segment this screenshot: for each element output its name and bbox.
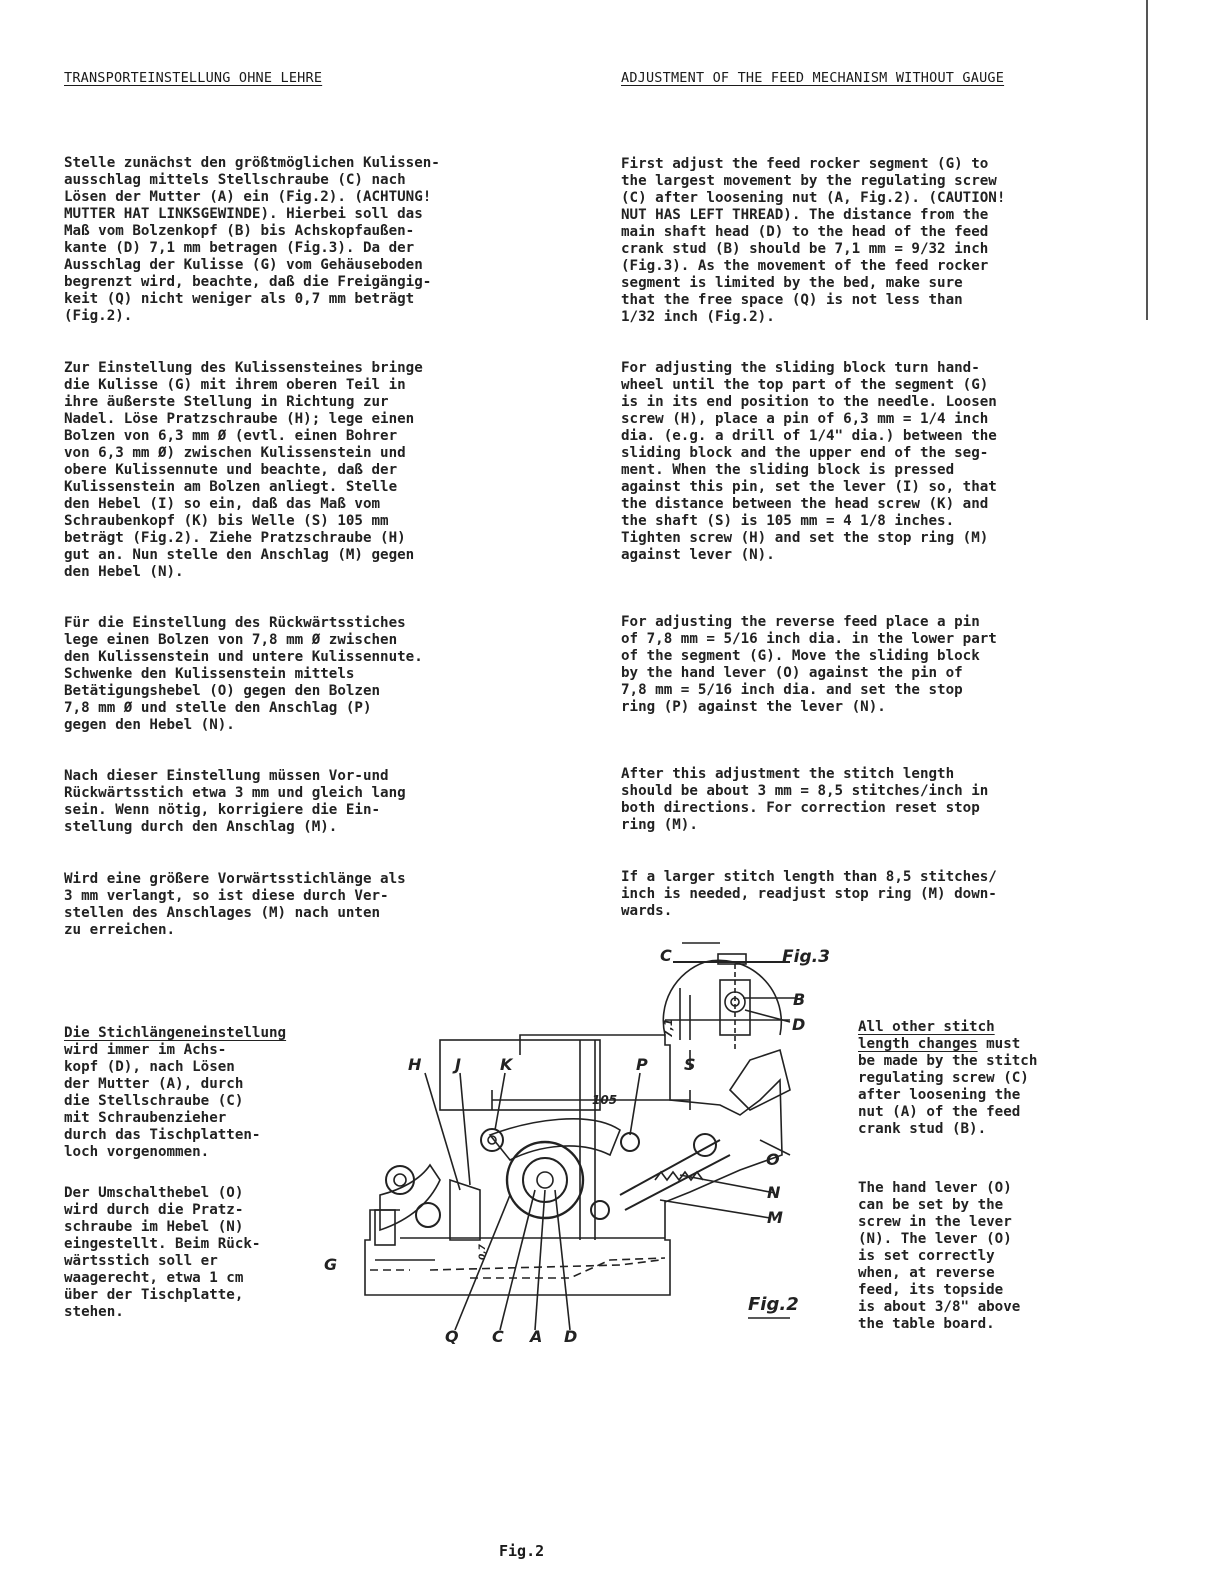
sliding-block-center [394, 1174, 406, 1186]
label-n: N [767, 1183, 781, 1202]
en-paragraph-7: The hand lever (O) can be set by the screw in the lever (N). The lever (O) is set correctly when, at reverse feed, its topside is about 3/8" above the table board. [858, 1180, 1021, 1332]
label-a: A [530, 1327, 543, 1346]
feed-lever [490, 1119, 620, 1160]
label-j: J [455, 1055, 461, 1074]
de-paragraph-2: Zur Einstellung des Kulissensteines bringe die Kulisse (G) mit ihrem oberen Teil in ihre äußerste Stellung in Richtung zur Nadel. Löse Pratzschraube (H); lege einen Bolzen von 6,3 mm Ø (evtl. einen Bohrer von 6,3 mm Ø) zwischen Kulissenstein und obere Kulissennute und beachte, daß der Kulissenstein am Bolzen anliegt. Stelle den Hebel (I) so ein, daß das Maß vom Schraubenkopf (K) bis Welle (S) 105 mm beträgt (Fig.2). Ziehe Pratzschraube (H) gut an. Nun stelle den Anschlag (M) gegen den Hebel (N). [64, 360, 423, 580]
scan-margin-line [1146, 0, 1148, 320]
header-german: TRANSPORTEINSTELLUNG OHNE LEHRE [64, 70, 323, 86]
de-paragraph-6: wird immer im Achs- kopf (D), nach Lösen der Mutter (A), durch die Stellschraube (C) mit Schraubenzieher durch das Tischplatten- loch vorgenommen. [64, 1042, 261, 1160]
pivot-lower [416, 1203, 440, 1227]
en-stitch-title-tail: must [977, 1036, 1021, 1052]
label-g: G [324, 1255, 338, 1274]
dim-07-label: 0,7 [478, 1244, 488, 1260]
screw-p [621, 1133, 639, 1151]
label-k: K [500, 1055, 513, 1074]
leader-q [455, 1195, 510, 1330]
sliding-block [386, 1166, 414, 1194]
label-o: O [766, 1150, 780, 1169]
label-p: P [636, 1055, 648, 1074]
leader-m [660, 1200, 770, 1218]
de-paragraph-4: Nach dieser Einstellung müssen Vor-und Rückwärtsstich etwa 3 mm und gleich lang sein. Wenn nötig, korrigiere die Ein- stellung durch den Anschlag (M). [64, 768, 406, 835]
en-paragraph-5: If a larger stitch length than 8,5 stitches/ inch is needed, readjust stop ring (M) down- wards. [621, 869, 997, 919]
label-h: H [408, 1055, 422, 1074]
label-q: Q [445, 1327, 459, 1346]
leader-j [460, 1073, 470, 1185]
fig2-label: Fig.2 [748, 1294, 799, 1315]
label-d-fig3: D [792, 1015, 806, 1034]
main-shaft-outer [507, 1142, 583, 1218]
de-paragraph-7: Der Umschalthebel (O) wird durch die Pratz- schraube im Hebel (N) eingestellt. Beim Rück- wärtsstich soll er waagerecht, etwa 1 cm über der Tischplatte, stehen. [64, 1185, 261, 1320]
en-paragraph-3: For adjusting the reverse feed place a pin of 7,8 mm = 5/16 inch dia. in the lower part of the segment (G). Move the sliding block by the hand lever (O) against the pin of 7,8 mm = 5/16 inch dia. and set the stop ring (P) against the lever (N). [621, 614, 997, 715]
label-c: C [492, 1327, 504, 1346]
page-footer: Fig.2 [499, 1542, 545, 1560]
en-paragraph-4: After this adjustment the stitch length should be about 3 mm = 8,5 stitches/inch in both directions. For correction reset stop ring (M). [621, 766, 989, 833]
en-stitch-title: All other stitch length changes [858, 1019, 995, 1052]
dim-71-label: 7,1 [662, 1018, 675, 1038]
de-paragraph-5: Wird eine größere Vorwärtsstichlänge als 3 mm verlangt, so ist diese durch Ver- stellen des Anschlages (M) nach unten zu erreichen. [64, 871, 406, 938]
en-paragraph-2: For adjusting the sliding block turn hand- wheel until the top part of the segment (G) is in its end position to the needle. Loosen screw (H), place a pin of 6,3 mm = 1/4 inch dia. (e.g. a drill of 1/4" dia.) between the sliding block and the upper end of the seg- ment. When the sliding block is pressed against this pin, set the lever (I) so, that the distance between the head screw (K) and the shaft (S) is 105 mm = 4 1/8 inches. Tighten screw (H) and set the stop ring (M) against lever (N). [621, 360, 997, 563]
en-paragraph-1: First adjust the feed rocker segment (G) to the largest movement by the regulating screw (C) after loosening nut (A, Fig.2). (CAUTION! NUT HAS LEFT THREAD). The distance from the main shaft head (D) to the head of the feed crank stud (B) should be 7,1 mm = 9/32 inch (Fig.3). As the movement of the feed rocker segment is limited by the bed, make sure that the free space (Q) is not less than 1/32 inch (Fig.2). [621, 156, 1006, 325]
dim-105-label: 105 [592, 1093, 618, 1107]
de-paragraph-1: Stelle zunächst den größtmöglichen Kulissen- ausschlag mittels Stellschraube (C) nach Lösen der Mutter (A) ein (Fig.2). (ACHTUNG! MUTTER HAT LINKSGEWINDE). Hierbei soll das Maß vom Bolzenkopf (B) bis Achskopfaußen- kante (D) 7,1 mm betragen (Fig.3). Da der Ausschlag der Kulisse (G) vom Gehäuseboden begrenzt wird, beachte, daß die Freigängig- keit (Q) nicht weniger als 0,7 mm beträgt (Fig.2). [64, 155, 440, 324]
housing-outline [365, 1035, 782, 1295]
screw-k [481, 1129, 503, 1151]
label-d: D [564, 1327, 578, 1346]
label-c-fig3: C [660, 946, 672, 965]
center-bracket [450, 1180, 480, 1240]
de-stitch-title: Die Stichlängeneinstellung [64, 1025, 287, 1041]
leader-c [500, 1190, 535, 1330]
de-paragraph-3: Für die Einstellung des Rückwärtsstiches lege einen Bolzen von 7,8 mm Ø zwischen den Kulissenstein und untere Kulissennute. Schwenke den Kulissenstein mittels Betätigungshebel (O) gegen den Bolzen 7,8 mm Ø und stelle den Anschlag (P) gegen den Hebel (N). [64, 615, 423, 733]
main-shaft-center [537, 1172, 553, 1188]
label-m: M [767, 1208, 783, 1227]
segment-g [380, 1165, 440, 1230]
leader-p [630, 1073, 640, 1135]
mechanism-drawing [320, 940, 830, 1350]
en-stitch-block [858, 1019, 1037, 1138]
en-paragraph-6: be made by the stitch regulating screw (C) after loosening the nut (A) of the feed crank stud (B). [858, 1053, 1038, 1137]
label-b: B [793, 990, 806, 1009]
leader-h [425, 1073, 460, 1190]
screw-n [591, 1201, 609, 1219]
leader-k [495, 1073, 505, 1130]
label-s: S [684, 1055, 696, 1074]
fig3-label: Fig.3 [782, 947, 830, 967]
header-english: ADJUSTMENT OF THE FEED MECHANISM WITHOUT GAUGE [621, 70, 1005, 86]
leader-a [535, 1190, 545, 1330]
